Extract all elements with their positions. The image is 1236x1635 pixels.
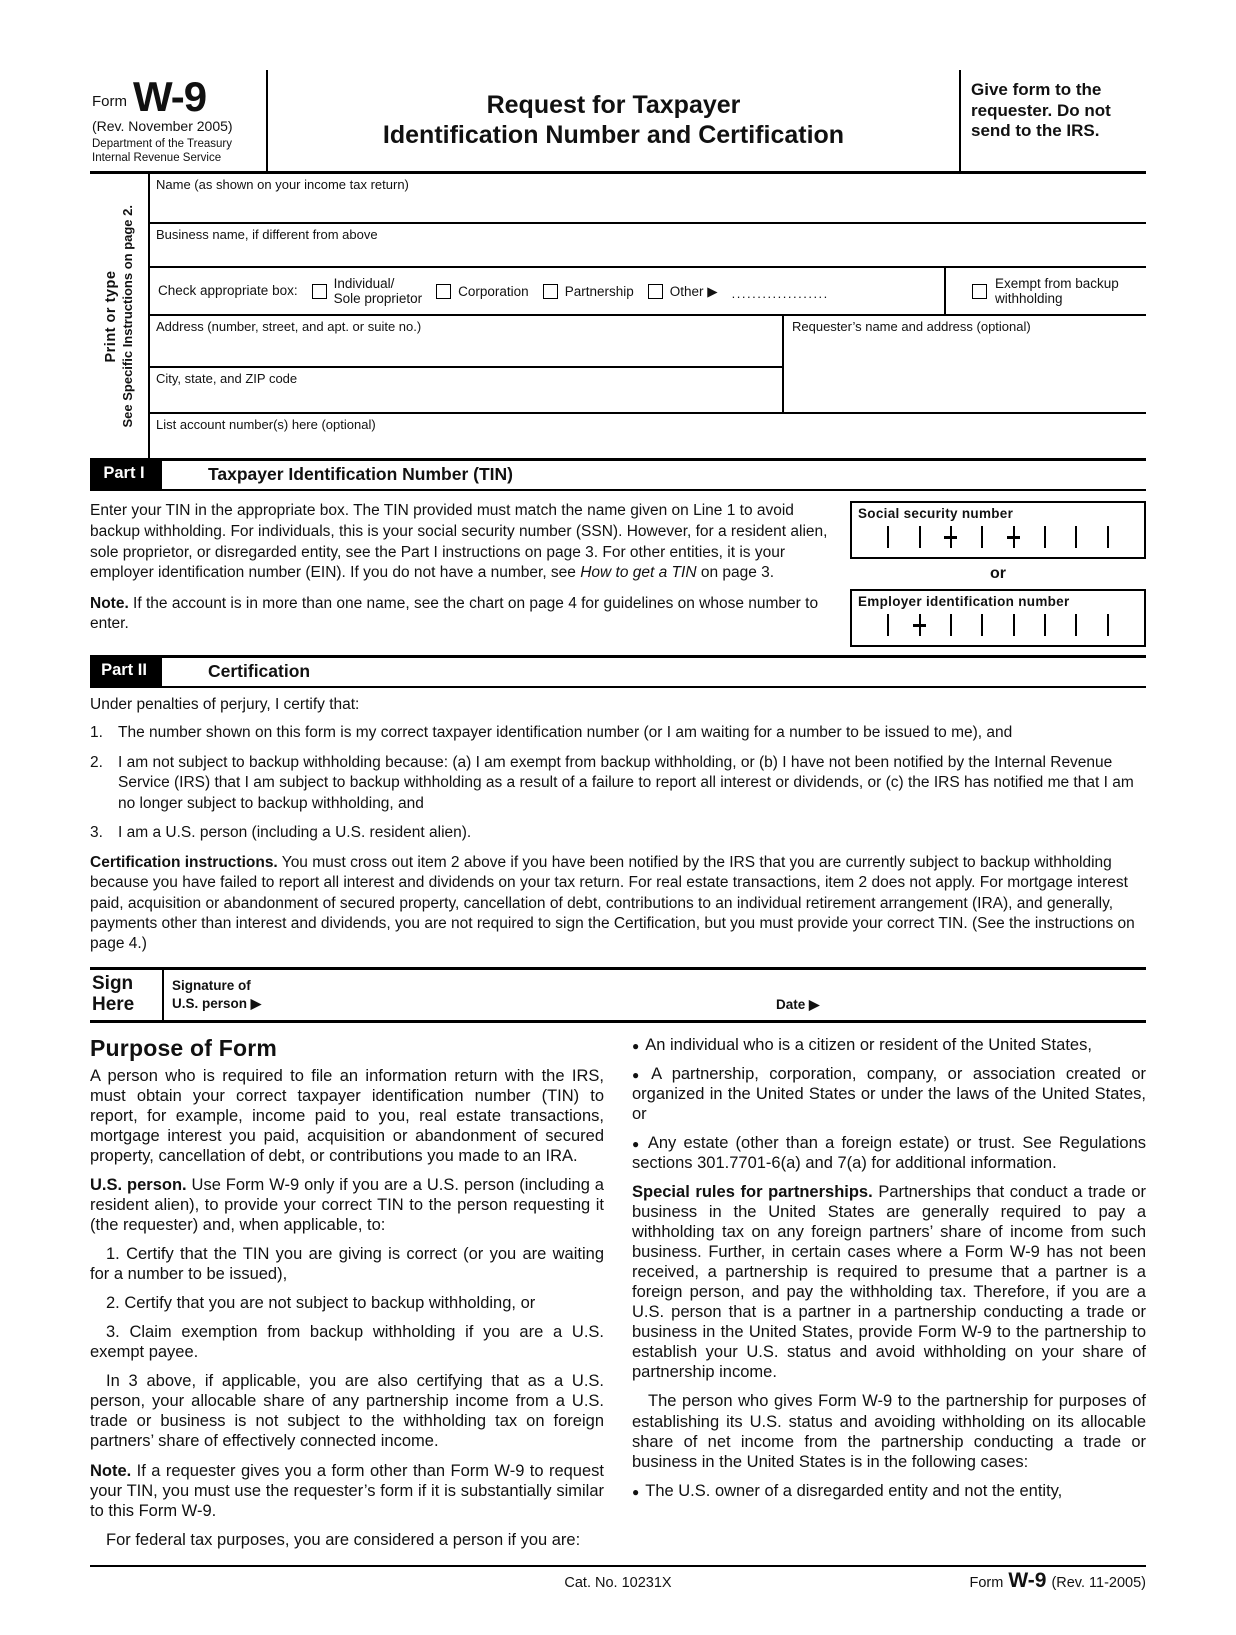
left-column bbox=[90, 1035, 604, 1559]
purpose-heading: Purpose of Form bbox=[90, 1034, 278, 1061]
exempt-option bbox=[944, 268, 1146, 314]
print-or-type-label: Print or type bbox=[102, 270, 119, 363]
tin-section bbox=[90, 491, 1146, 655]
catalog-number: Cat. No. 10231X bbox=[564, 1574, 672, 1591]
certification-item-3: 3. I am a U.S. person (including a U.S. resident alien). bbox=[90, 824, 472, 842]
side-rail bbox=[90, 174, 148, 458]
city-state-zip-label: City, state, and ZIP code bbox=[156, 371, 298, 387]
instructions-columns bbox=[90, 1023, 1146, 1559]
certification-section bbox=[90, 688, 1146, 967]
note-paragraph: Note. If a requester gives you a form other than Form W-9 to request your TIN, you must use the requester’s form if it is substantially similar to this Form W-9. bbox=[90, 1461, 604, 1520]
other-option bbox=[648, 284, 718, 300]
ein-label: Employer identification number bbox=[858, 594, 1070, 610]
bullet-icon: ● bbox=[632, 1484, 640, 1499]
special-rules-paragraph: Special rules for partnerships. Partnerships that conduct a trade or business in the United States are generally required to pay a withholding tax on any foreign partners’ share of income from such business. Further, in certain cases where a Form W-9 has not been received, a partnership is required to presume that a partner is a foreign person, and pay the withholding tax. Therefore, if you are a U.S. person that is a partner in a partnership conducting a trade or business in the United States, provide Form W-9 to the partnership to establish your U.S. status and avoid withholding on your share of partnership income. bbox=[632, 1182, 1146, 1382]
right-column bbox=[632, 1035, 1146, 1559]
account-numbers-label: List account number(s) here (optional) bbox=[156, 417, 376, 433]
other-label: Other ▶ bbox=[669, 283, 718, 299]
purpose-list-item-1: 1. Certify that the TIN you are giving is correct (or you are waiting for a number to be issued), bbox=[90, 1245, 604, 1284]
certification-instructions: Certification instructions. You must cross out item 2 above if you have been notified by the IRS that you are currently subject to backup withholding because you have failed to report all interest and dividends on your tax return. For real estate transactions, item 2 does not apply. For mortgage interest paid, acquisition or abandonment of secured property, cancellation of debt, contributions to an individual retirement arrangement (IRA), and generally, payments other than interest and dividends, you are not required to sign the Certification, but you must provide your correct TIN. (See the instructions on page 4.) bbox=[90, 853, 1135, 953]
ein-input[interactable] bbox=[850, 589, 1146, 647]
entity-type-row bbox=[150, 268, 1146, 316]
form-title-block bbox=[268, 70, 961, 171]
requester-input[interactable] bbox=[782, 316, 1146, 412]
address-requester-row bbox=[150, 316, 1146, 414]
other-specify-line[interactable]: ................... bbox=[731, 285, 829, 301]
federal-tax-paragraph: For federal tax purposes, you are considered a person if you are: bbox=[106, 1530, 581, 1549]
check-appropriate-box-label: Check appropriate box: bbox=[158, 282, 298, 298]
give-form-text: Give form to the requester. Do not send to the IRS. bbox=[971, 80, 1111, 141]
form-number: W-9 bbox=[133, 73, 207, 120]
ssn-cells[interactable] bbox=[858, 522, 1138, 552]
business-name-input[interactable] bbox=[150, 224, 1146, 268]
exempt-label: Exempt from backup withholding bbox=[995, 275, 1119, 307]
bullet-partnership: ● A partnership, corporation, company, or association created or organized in the United States or under the laws of the United States, or bbox=[632, 1064, 1147, 1123]
requester-label: Requester’s name and address (optional) bbox=[792, 319, 1031, 335]
bullet-icon: ● bbox=[632, 1136, 642, 1151]
purpose-list-item-3: 3. Claim exemption from backup withholding if you are a U.S. exempt payee. bbox=[90, 1323, 604, 1362]
fields-table bbox=[148, 174, 1146, 458]
signature-input[interactable] bbox=[172, 974, 776, 1016]
name-label: Name (as shown on your income tax return) bbox=[156, 177, 409, 193]
part1-tag: Part I bbox=[90, 461, 162, 489]
service-line: Internal Revenue Service bbox=[92, 151, 222, 164]
page-footer bbox=[90, 1565, 1146, 1605]
form-title-line1: Request for Taxpayer bbox=[486, 91, 741, 120]
signature-of-label: Signature of bbox=[172, 977, 251, 993]
form-revision: (Rev. November 2005) bbox=[92, 117, 233, 134]
partnership-checkbox[interactable] bbox=[543, 284, 558, 299]
exempt-checkbox[interactable] bbox=[972, 284, 987, 299]
person-gives-paragraph: The person who gives Form W-9 to the partnership for purposes of establishing its U.S. status and avoiding withholding on its allocable share of net income from the partnership conducting a trade or business in the United States is in the following cases: bbox=[632, 1392, 1146, 1471]
business-name-label: Business name, if different from above bbox=[156, 227, 378, 243]
address-label: Address (number, street, and apt. or suite no.) bbox=[156, 319, 422, 335]
certification-item-2: 2. I am not subject to backup withholding because: (a) I am exempt from backup withholding, or (b) I have not been notified by the Internal Revenue Service (IRS) that I am subject to backup withholding as a result of a failure to report all interest or dividends, or (c) the IRS has notified me that I am no longer subject to backup withholding, and bbox=[90, 753, 1134, 812]
partnership-label: Partnership bbox=[564, 283, 634, 299]
purpose-paragraph-1: A person who is required to file an information return with the IRS, must obtain your correct taxpayer identification number (TIN) to report, for example, income paid to you, real estate transactions, mortgage interest you paid, acquisition or abandonment of secured property, cancellation of debt, or contributions you made to an IRA. bbox=[90, 1066, 604, 1165]
sign-here-label: Sign Here bbox=[92, 972, 135, 1015]
us-person-label: U.S. person ▶ bbox=[172, 995, 262, 1011]
see-instructions-label: See Specific Instructions on page 2. bbox=[119, 205, 135, 428]
department-line: Department of the Treasury bbox=[92, 137, 232, 150]
part2-title: Certification bbox=[208, 661, 311, 682]
footer-form-word: Form bbox=[969, 1574, 1004, 1591]
us-person-paragraph: U.S. person. Use Form W-9 only if you are a U.S. person (including a resident alien), to provide your correct TIN to the person requesting it (the requester) and, when applicable, to: bbox=[90, 1175, 604, 1235]
account-numbers-input[interactable] bbox=[150, 414, 1146, 458]
part2-header bbox=[90, 655, 1146, 688]
city-state-zip-input[interactable] bbox=[150, 368, 782, 412]
footer-form-id bbox=[969, 1568, 1146, 1592]
ssn-input[interactable] bbox=[850, 501, 1146, 559]
bullet-icon: ● bbox=[632, 1067, 646, 1082]
certification-intro: Under penalties of perjury, I certify that: bbox=[90, 696, 360, 714]
sign-here-row bbox=[90, 967, 1146, 1023]
give-form-box bbox=[961, 70, 1146, 171]
individual-option bbox=[312, 276, 423, 307]
form-title-line2: Identification Number and Certification bbox=[382, 120, 845, 149]
corporation-label: Corporation bbox=[458, 283, 529, 299]
top-fields-block bbox=[90, 174, 1146, 461]
tin-note: Note. If the account is in more than one name, see the chart on page 4 for guidelines on whose number to enter. bbox=[90, 594, 819, 633]
certification-item-1: 1. The number shown on this form is my correct taxpayer identification number (or I am waiting for a number to be issued to me), and bbox=[90, 724, 1013, 742]
date-label: Date ▶ bbox=[776, 996, 820, 1012]
ein-cells[interactable] bbox=[858, 610, 1138, 640]
form-identity bbox=[90, 70, 268, 171]
purpose-list-item-2: 2. Certify that you are not subject to backup withholding, or bbox=[106, 1294, 536, 1313]
tin-instructions: Enter your TIN in the appropriate box. The TIN provided must match the name given on Line 1 to avoid backup withholding. For individuals, this is your social security number (SSN). However, for a resident alien, sole proprietor, or disregarded entity, see the Part I instructions on page 3. For other entities, it is your employer identification number (EIN). If you do not have a number, see How to get a TIN on page 3. bbox=[90, 502, 828, 582]
individual-label: Individual/ Sole proprietor bbox=[333, 275, 423, 307]
footer-revision: (Rev. 11-2005) bbox=[1051, 1574, 1146, 1591]
purpose-paragraph-3: In 3 above, if applicable, you are also certifying that as a U.S. person, your allocable share of any partnership income from a U.S. trade or business is not subject to the withholding tax on foreign partners’ share of effectively connected income. bbox=[90, 1372, 604, 1451]
individual-checkbox[interactable] bbox=[312, 284, 327, 299]
address-input[interactable] bbox=[150, 316, 782, 368]
form-header bbox=[90, 70, 1146, 174]
corporation-checkbox[interactable] bbox=[436, 284, 451, 299]
bullet-individual: ● An individual who is a citizen or resident of the United States, bbox=[632, 1035, 1092, 1054]
form-word: Form bbox=[92, 92, 127, 110]
bullet-estate: ● Any estate (other than a foreign estate) or trust. See Regulations sections 301.7701-6(a) and 7(a) for additional information. bbox=[632, 1133, 1147, 1172]
ssn-label: Social security number bbox=[858, 506, 1014, 522]
date-input[interactable] bbox=[776, 974, 1138, 1016]
part1-title: Taxpayer Identification Number (TIN) bbox=[208, 464, 513, 485]
partnership-option bbox=[543, 284, 634, 300]
part1-header bbox=[90, 461, 1146, 491]
other-checkbox[interactable] bbox=[648, 284, 663, 299]
or-label: or bbox=[990, 565, 1006, 583]
bullet-icon: ● bbox=[632, 1038, 640, 1053]
part2-tag: Part II bbox=[90, 658, 162, 686]
corporation-option bbox=[436, 284, 529, 300]
bullet-disregarded-entity: ● The U.S. owner of a disregarded entity and not the entity, bbox=[632, 1481, 1063, 1500]
name-input[interactable] bbox=[150, 174, 1146, 224]
footer-form-number: W-9 bbox=[1008, 1568, 1047, 1592]
